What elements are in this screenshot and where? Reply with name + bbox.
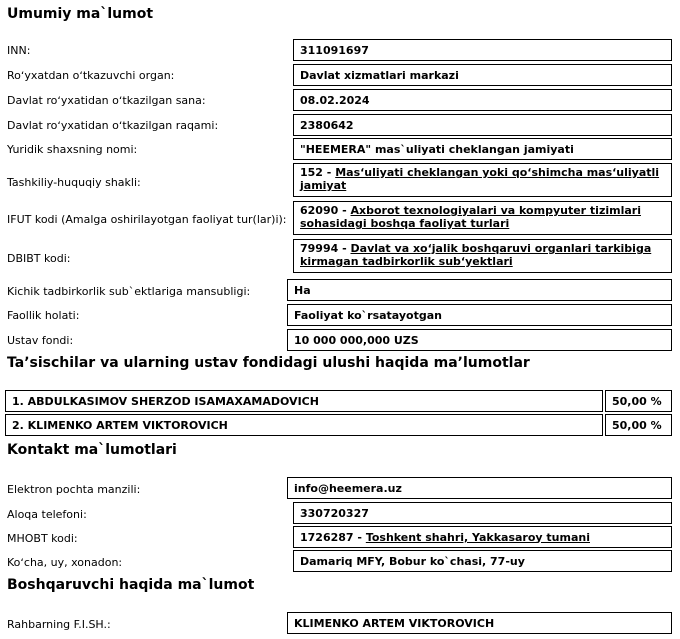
reg-number-label: Davlat roʻyxatidan oʻtkazilgan raqami: [7,119,219,132]
reg-organ-value: Davlat xizmatlari markazi [293,64,672,86]
ifut-link[interactable]: Axborot texnologiyalari va kompyuter tizimlari sohasidagi boshqa faoliyat turlari [300,204,641,230]
manager-name-label: Rahbarning F.I.SH.: [7,618,111,631]
reg-date-value: 08.02.2024 [293,89,672,111]
inn-label: INN: [7,44,31,57]
mhobt-label: MHOBT kodi: [7,532,78,545]
legal-form-code: 152 [300,166,323,179]
mhobt-separator: - [353,530,366,544]
founder-row-2-share: 50,00 % [605,414,672,436]
founder-row-1-name: 1. ABDULKASIMOV SHERZOD ISAMAXAMADOVICH [5,390,603,412]
status-label: Faollik holati: [7,309,80,322]
ifut-code: 62090 [300,204,339,217]
phone-label: Aloqa telefoni: [7,508,87,521]
capital-label: Ustav fondi: [7,334,74,347]
email-value[interactable]: info@heemera.uz [287,477,672,499]
legal-form-value [293,163,672,197]
ifut-separator: - [338,204,351,217]
manager-name-value: KLIMENKO ARTEM VIKTOROVICH [287,612,672,634]
phone-value: 330720327 [293,502,672,524]
reg-date-label: Davlat roʻyxatidan oʻtkazilgan sana: [7,94,206,107]
founders-heading: Taʼsischilar va ularning ustav fondidagi ulushi haqida maʼlumotlar [7,355,530,371]
capital-value: 10 000 000,000 UZS [287,329,672,351]
dbibt-code: 79994 [300,242,339,255]
mhobt-code: 1726287 [300,530,354,544]
dbibt-link[interactable]: Davlat va xoʻjalik boshqaruvi organlari tarkibiga kirmagan tadbirkorlik subʻyektlari [300,242,652,268]
address-label: Koʻcha, uy, xonadon: [7,556,123,569]
dbibt-value [293,239,672,273]
manager-heading: Boshqaruvchi haqida ma`lumot [7,577,255,593]
inn-value: 311091697 [293,39,672,61]
company-name-value: "HEEMERA" mas`uliyati cheklangan jamiyati [293,138,672,160]
ifut-value [293,201,672,235]
contact-heading: Kontakt ma`lumotlari [7,442,177,458]
mhobt-value [293,526,672,548]
general-heading: Umumiy ma`lumot [7,6,154,22]
address-value: Damariq MFY, Bobur ko`chasi, 77-uy [293,550,672,572]
small-business-label: Kichik tadbirkorlik sub`ektlariga mansubligi: [7,285,251,298]
company-name-label: Yuridik shaxsning nomi: [7,143,138,156]
dbibt-separator: - [338,242,351,255]
founder-row-1-share: 50,00 % [605,390,672,412]
mhobt-link[interactable]: Toshkent shahri, Yakkasaroy tumani [365,530,590,544]
email-label: Elektron pochta manzili: [7,483,141,496]
founder-row-2-name: 2. KLIMENKO ARTEM VIKTOROVICH [5,414,603,436]
ifut-label: IFUT kodi (Amalga oshirilayotgan faoliyat tur(lar)i): [7,213,287,226]
dbibt-label: DBIBT kodi: [7,252,71,265]
small-business-value: Ha [287,279,672,301]
status-value: Faoliyat ko`rsatayotgan [287,304,672,326]
reg-number-value: 2380642 [293,114,672,136]
reg-organ-label: Roʻyxatdan oʻtkazuvchi organ: [7,69,175,82]
legal-form-separator: - [322,166,336,179]
legal-form-link[interactable]: Masʻuliyati cheklangan yoki qoʻshimcha masʻuliyatli jamiyat [300,166,660,192]
legal-form-label: Tashkiliy-huquqiy shakli: [7,176,141,189]
